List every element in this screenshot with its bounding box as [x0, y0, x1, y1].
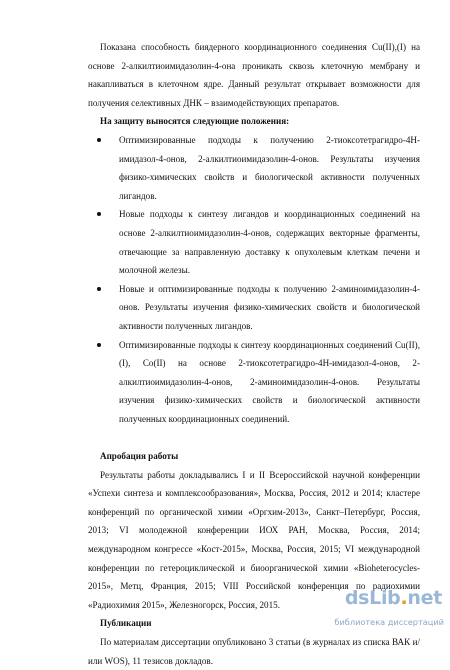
bullet-icon — [97, 343, 101, 347]
defense-item-text: Оптимизированные подходы к синтезу координационных соединений Cu(II), (I), Co(II) на основе 2-тиоксотетрагидро-4Н-имидазол-4-онов, 2-алкилтиоимидазолин-4-онов, 2-аминоимидазолин-4-онов. Результаты изучения физико-химических свойств и биологической активности полученных координационных соединений. — [119, 339, 420, 424]
publications-heading: Публикации — [100, 618, 152, 629]
defense-heading: На защиту выносятся следующие положения: — [100, 116, 290, 127]
watermark-subtitle: библиотека диссертаций — [334, 617, 444, 627]
watermark-logo[interactable] — [334, 587, 450, 637]
watermark-logo-main: dsLib — [344, 587, 401, 609]
document-page — [88, 38, 420, 670]
watermark-logo-tld: net — [407, 587, 442, 609]
bullet-icon — [97, 287, 101, 291]
defense-item — [88, 336, 420, 429]
publications-paragraph: По материалам диссертации опубликовано 3 статьи (в журналах из списка ВАК и/или WOS), 11 тезисов докладов. — [88, 637, 420, 666]
defense-item-text: Новые подходы к синтезу лигандов и координационных соединений на основе 2-алкилтиоимидазолин-4-онов, содержащих векторные фрагменты, отвечающие за направленную доставку к опухолевым клеткам печени и молочной железы. — [119, 209, 420, 276]
bullet-icon — [97, 212, 101, 216]
defense-item — [88, 131, 420, 205]
intro-paragraph: Показана способность биядерного координационного соединения Cu(II),(I) на основе 2-алкилтиоимидазолин-4-она проникать сквозь клеточную мембрану и накапливаться в клеточном ядре. Данный результат открывает возможности для получения селективных ДНК – взаимодействующих препаратов. — [88, 42, 420, 108]
approbation-heading: Апробация работы — [100, 451, 179, 462]
defense-list — [88, 131, 420, 429]
approbation-paragraph: Результаты работы докладывались I и II Всероссийской научной конференции «Успехи синтеза и комплексообразования», Москва, Россия, 2012 и 2014; кластере конференций по органической химии «Оргхим-2013», Санкт–Петербург, Россия, 2013; VI молодежной конференции ИОХ РАН, Москва, Россия, 2014; международном конгрессе «Кост-2015», Москва, Россия, 2015; VI международной конференции по гетероциклической и биоорганической химии «Bioheterocycles-2015», Метц, Франция, 2015; VIII Российской конференция по радиохимии «Радиохимия 2015», Железногорск, Россия, 2015. — [88, 469, 420, 610]
section-spacer — [88, 428, 420, 447]
defense-item — [88, 280, 420, 336]
bullet-icon — [97, 138, 101, 142]
defense-item — [88, 205, 420, 279]
defense-item-text: Оптимизированные подходы к получению 2-тиоксотетрагидро-4Н-имидазол-4-онов, 2-алкилтиоимидазолин-4-онов. Результаты изучения физико-химических свойств и биологической активности полученных лигандов. — [119, 134, 420, 201]
watermark-logo-dot: . — [400, 587, 408, 609]
watermark-logo-text — [345, 587, 442, 609]
defense-item-text: Новые и оптимизированные подходы к получению 2-аминоимидазолин-4-онов. Результаты изучения физико-химических свойств и биологической активности полученных лигандов. — [119, 283, 420, 331]
